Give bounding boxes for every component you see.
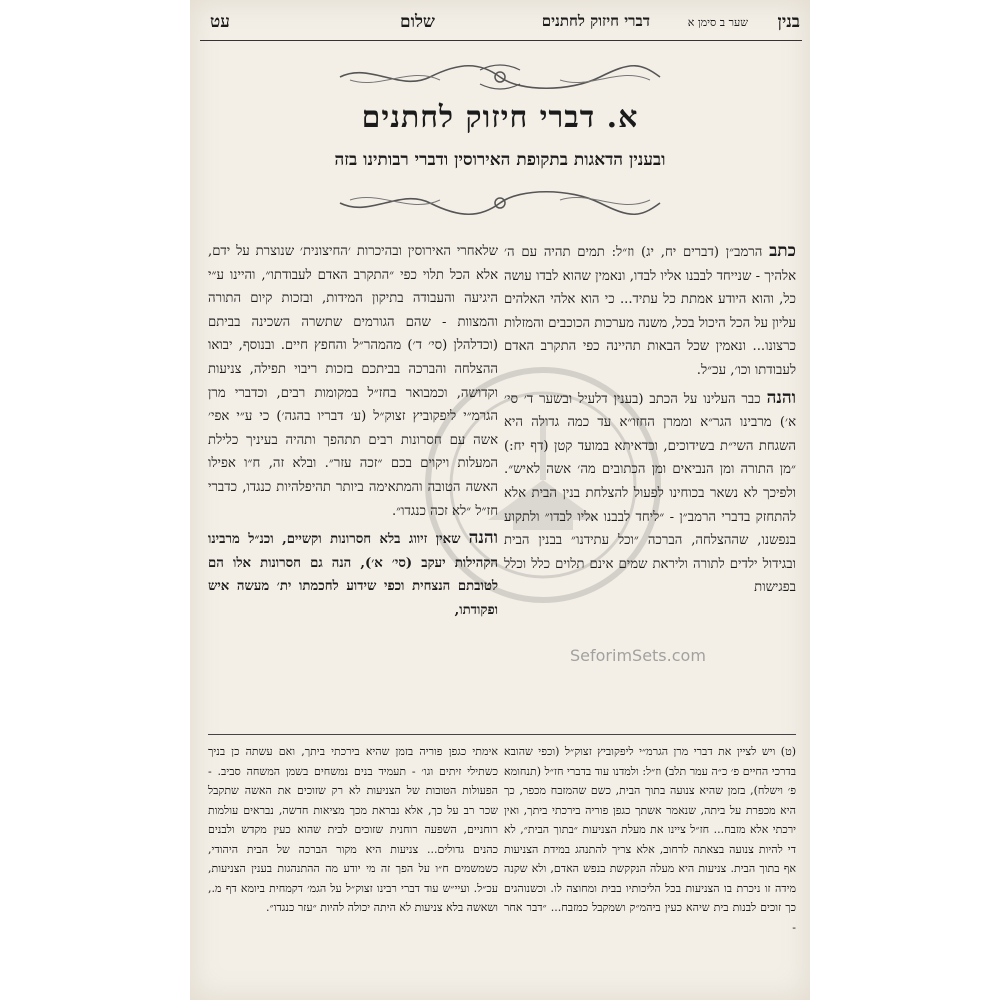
paragraph-text: כבר העלינו על הכתב (בענין דלעיל ובשער ד׳ סי׳ א׳) מרבינו הגר״א וממרן החזו״א עד כמה גדולה היא השגחת השי״ת בשידוכים, וכדאיתא במועד קטן (דף יח:) ״מן התורה ומן הנביאים ומן הכתובים מה׳ אשה לאיש״. ולפיכך לא נשאר בכוחינו לפעול להצלחת בנין הבית אלא להתחזק בדברי הרמב״ן - ״ליחד לבבנו אליו לבדו״ ולתקוע בנפשנו, שההצלחה, הברכה ״וכל עתידנו״ בבנין הבית ובגידול ילדים לתורה וליראת שמים אינם תלוים כלל וכלל בפגישות (504, 391, 796, 596)
header-chapter-title: דברי חיזוק לחתנים (541, 12, 650, 30)
paragraph-text: שאין זיווג בלא חסרונות וקשיים, וכנ״ל מרבינו הקהילות יעקב (סי׳ א׳), הנה גם חסרונות אלו הם לטובתם הנצחית וכפי שידוע לחכמתו ית׳ מעשה איש ופקודתו, (208, 532, 498, 618)
header-section-ref: שער ב סימן א (687, 16, 748, 29)
paragraph (208, 240, 498, 523)
paragraph (504, 240, 796, 383)
footnote-rule (208, 734, 796, 735)
paragraph-text: שלאחרי האירוסין ובהיכרות ׳החיצונית׳ שנוצרת על ידם, אלא הכל תלוי כפי ״התקרב האדם לעבודתו״, והיינו ע״י היגיעה והעבודה בתיקון המידות, ובזכות קיום התורה והמצוות - שהם הגורמים שתשרה השכינה בביתם (וכדלהלן (סי׳ ד׳) מהמהר״ל והחפץ חיים. ובנוסף, יבואו ההצלחה והברכה בביתכם בזכות ריבוי תפילה, צניעות וקדושה, וכמבואר בחז״ל במקומות רבים, וכדברי מרן הגרמ״י ליפקוביץ זצוק״ל (ע׳ דבריו בהגה׳) כי ע״י אפי׳ אשה עם חסרונות רבים תתהפך ותהיה בעיניך כלילת המעלות ויקוים בכם ״זכה עזר״. ובלא זה, ח״ו אפילו האשה הטובה והמתאימה ביותר תהיפלהיות כנגדו, כדברי חז״ל ״לא זכה כנגדו״. (208, 244, 498, 519)
chapter-title: א. דברי חיזוק לחתנים (361, 100, 639, 135)
running-header (190, 8, 810, 36)
paragraph-lead: כתב (769, 241, 796, 261)
footnote-column-right (504, 742, 796, 937)
footnote-text: (ט) ויש לציין את דברי מרן הגרמ״י ליפקוביץ זצוק״ל (וכפי שהובא בדרכי החיים פ׳ כ״ה עמר תלב) וז״ל: ולמדנו עוד בדברי חז״ל (תנחומא פ׳ וישלח), בזמן שהיא צנועה בתוך הבית, כשם שהמזבח מכפר, כך היא מכפרת על ביתה, שנאמר אשתך כגפן פוריה בירכתי ביתך, ואין ירכתי אלא מזבח... חז״ל ציינו את מעלת הצניעות ״בתוך הבית״, לא די להיות צנועה בצאתה לרחוב, אלא צריך להתנהג במידת הצניעות אף בתוך הבית. צניעות היא מעלה הנקקשת בנפש האדם, ולא שקנה מידה זו ניכרת בו הצניעות בכל הליכותיו בבית ומחוצה לו. וכשנוהגים כך זוכים לבנות בית שיהא כעין ביהמ״ק ושמקבל כמזבח... ״דבר אחר - (504, 745, 796, 934)
footnote-column-left (208, 742, 498, 918)
ornament-top-icon (330, 60, 670, 94)
text-column-right (504, 240, 796, 604)
header-book-name: בנין (777, 12, 800, 32)
paragraph-lead: והנה (468, 528, 498, 549)
paragraph-text: הרמב״ן (דברים יח, יג) וז״ל: תמים תהיה עם ה׳ אלהיך - שנייחד לבבנו אליו לבדו, ונאמין שהוא לבדו עושה כל, והוא היודע אמתת כל עתיד... כי הוא אלהי האלהים עליון על הכל היכול בכל, משנה מערכות הכוכבים והמזלות כרצונו... ונאמין שכל הבאות תהיינה כפי התקרב האדם לעבודתו וכו׳, עכ״ל. (504, 245, 796, 378)
chapter-subtitle: ובענין הדאגות בתקופת האירוסין ודברי רבותינו בזה (334, 150, 666, 170)
header-shalom: שלום (400, 12, 435, 32)
footnote-text: אימתי כגפן פוריה בזמן שהיא בירכתי ביתך, ואם עשתה כן בניך כשתילי זיתים וגו׳ - תעמיד בנים נמשחים בשמן המשחה סביב. - הפעולות הטובות של הצניעות לא רק שזוכים את האשה שתקבל שכר רב על כך, אלא נבראת מכך מציאות חדשה, נבראים עולמות רוחניים, השפעה רוחנית שזוכים לבית שהוא כעין מקדש ולבנים כהנים גדולים... צניעות היא מקור הברכה של הבית היהודי, כשמשמים ח״ו על הפך זה מי יודע מה ההתנהגות בענין הצניעות, עכ״ל. ועיי״ש עוד דברי רבינו זצוק״ל על הגמ׳ דקמחית ביומא דף מ., ושאשה בלא צניעות לא היתה יכולה להיות ״עזר כנגדו״. (208, 745, 498, 914)
book-page (190, 0, 810, 1000)
paragraph-lead: והנה (766, 387, 796, 408)
header-rule (200, 40, 802, 41)
paragraph (208, 527, 498, 622)
paragraph (504, 387, 796, 600)
ornament-bottom-icon (330, 186, 670, 220)
page-number: עט (210, 12, 230, 32)
text-column-left (208, 240, 498, 627)
watermark-site: SeforimSets.com (570, 646, 706, 665)
